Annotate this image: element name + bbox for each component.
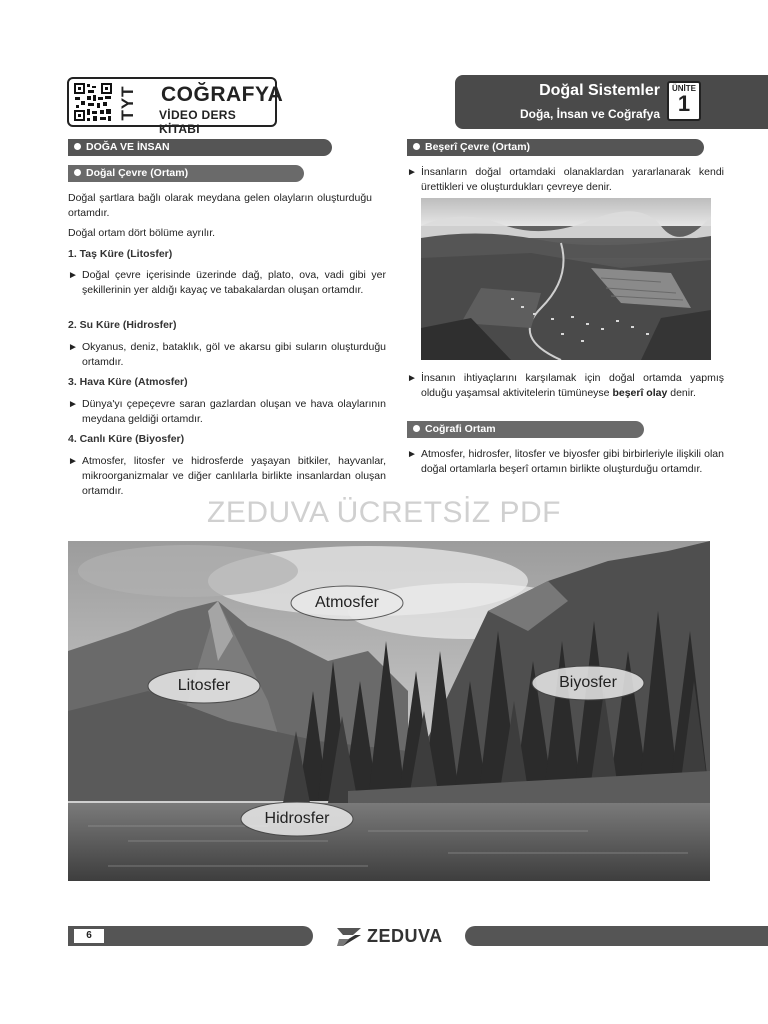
arrow-right-icon: ► bbox=[407, 449, 417, 460]
arrow-right-icon: ► bbox=[68, 342, 78, 353]
earth-spheres-figure bbox=[68, 541, 710, 881]
bullet-dot-icon bbox=[413, 425, 420, 432]
item-text-litosfer: ► Doğal çevre içerisinde üzerinde dağ, plato, ova, vadi gibi yer şekillerinin yer aldığı kayaç ve tabakalardan oluşan ortamdır. bbox=[68, 269, 386, 296]
item-text-biyosfer: ► Atmosfer, litosfer ve hidrosferde yaşayan bitkiler, hayvanlar, mikroorganizmalar ve diğer canlılarla birlikte insanlardan oluşan ortamdır. bbox=[68, 455, 386, 497]
arrow-right-icon: ► bbox=[407, 373, 417, 384]
brand-title: COĞRAFYA bbox=[161, 83, 284, 106]
arrow-right-icon: ► bbox=[68, 456, 78, 467]
bullet-dot-icon bbox=[74, 169, 81, 176]
watermark: ZEDUVA ÜCRETSİZ PDF bbox=[207, 496, 561, 529]
arrow-right-icon: ► bbox=[68, 399, 78, 410]
bullet-dot-icon bbox=[74, 143, 81, 150]
sub-bar-cografi-ortam: Coğrafi Ortam bbox=[407, 421, 644, 438]
zeduva-logo-icon bbox=[335, 927, 363, 947]
unit-title: Doğal Sistemler bbox=[539, 82, 660, 99]
unit-badge-label: ÜNİTE bbox=[672, 84, 696, 93]
item-heading-biyosfer: 4. Canlı Küre (Biyosfer) bbox=[68, 433, 185, 445]
item-text-atmosfer: ► Dünya'yı çepeçevre saran gazlardan oluşan ve hava olaylarının meydana geldiği ortamdır. bbox=[68, 398, 386, 425]
footer-logo bbox=[335, 926, 450, 948]
section-bar-doga-ve-insan: DOĞA VE İNSAN bbox=[68, 139, 332, 156]
label-litosfer: Litosfer bbox=[177, 677, 231, 694]
label-hidrosfer: Hidrosfer bbox=[264, 810, 330, 827]
beseri-bullet-1: ► İnsanların doğal ortamdaki olanaklardan yararlanarak kendi ürettikleri ve oluşturdukları çevreye denir. bbox=[407, 166, 724, 193]
beseri-olay-term: beşerî olay bbox=[612, 387, 668, 399]
parts-text: Doğal ortam dört bölüme ayrılır. bbox=[68, 227, 216, 239]
section-bar-beseri-cevre: Beşerî Çevre (Ortam) bbox=[407, 139, 704, 156]
qr-code-icon[interactable] bbox=[73, 82, 113, 122]
tyt-label: TYT bbox=[118, 85, 137, 121]
item-text-hidrosfer: ► Okyanus, deniz, bataklık, göl ve akarsu gibi suların oluşturduğu ortamdır. bbox=[68, 341, 386, 368]
label-biyosfer: Biyosfer bbox=[559, 674, 617, 691]
label-atmosfer: Atmosfer bbox=[314, 594, 379, 611]
brand-subtitle: VİDEO DERS KİTABI bbox=[159, 108, 237, 136]
item-heading-atmosfer: 3. Hava Küre (Atmosfer) bbox=[68, 376, 188, 388]
page-number: 6 bbox=[74, 929, 104, 943]
unit-header bbox=[455, 75, 768, 129]
village-valley-photo bbox=[421, 198, 711, 360]
cografi-ortam-bullet: ► Atmosfer, hidrosfer, litosfer ve biyosfer gibi birbirleriyle ilişkili olan doğal ortamlarla beşerî ortamın birlikte oluşturduğu ortamdır. bbox=[407, 448, 724, 475]
unit-badge bbox=[667, 81, 701, 121]
unit-subtitle: Doğa, İnsan ve Coğrafya bbox=[519, 107, 660, 121]
sub-bar-dogal-cevre: Doğal Çevre (Ortam) bbox=[68, 165, 304, 182]
intro-text: Doğal şartlara bağlı olarak meydana gelen olayların oluşturduğu ortamdır. bbox=[68, 192, 372, 219]
footer-logo-text: ZEDUVA bbox=[367, 926, 443, 946]
bullet-dot-icon bbox=[413, 143, 420, 150]
footer-right-bar bbox=[465, 926, 768, 946]
mountain-lake-photo bbox=[68, 541, 710, 881]
beseri-bullet-2: ► İnsanın ihtiyaçlarını karşılamak için doğal ortamda yapmış olduğu yaşamsal aktivitelerin tümüneyse beşerî olay denir. bbox=[407, 372, 724, 399]
book-brand-box bbox=[67, 77, 284, 136]
item-heading-litosfer: 1. Taş Küre (Litosfer) bbox=[68, 248, 173, 260]
item-heading-hidrosfer: 2. Su Küre (Hidrosfer) bbox=[68, 319, 177, 331]
arrow-right-icon: ► bbox=[68, 270, 78, 281]
footer-left-bar bbox=[68, 926, 313, 946]
unit-badge-number: 1 bbox=[677, 91, 691, 116]
arrow-right-icon: ► bbox=[407, 167, 417, 178]
